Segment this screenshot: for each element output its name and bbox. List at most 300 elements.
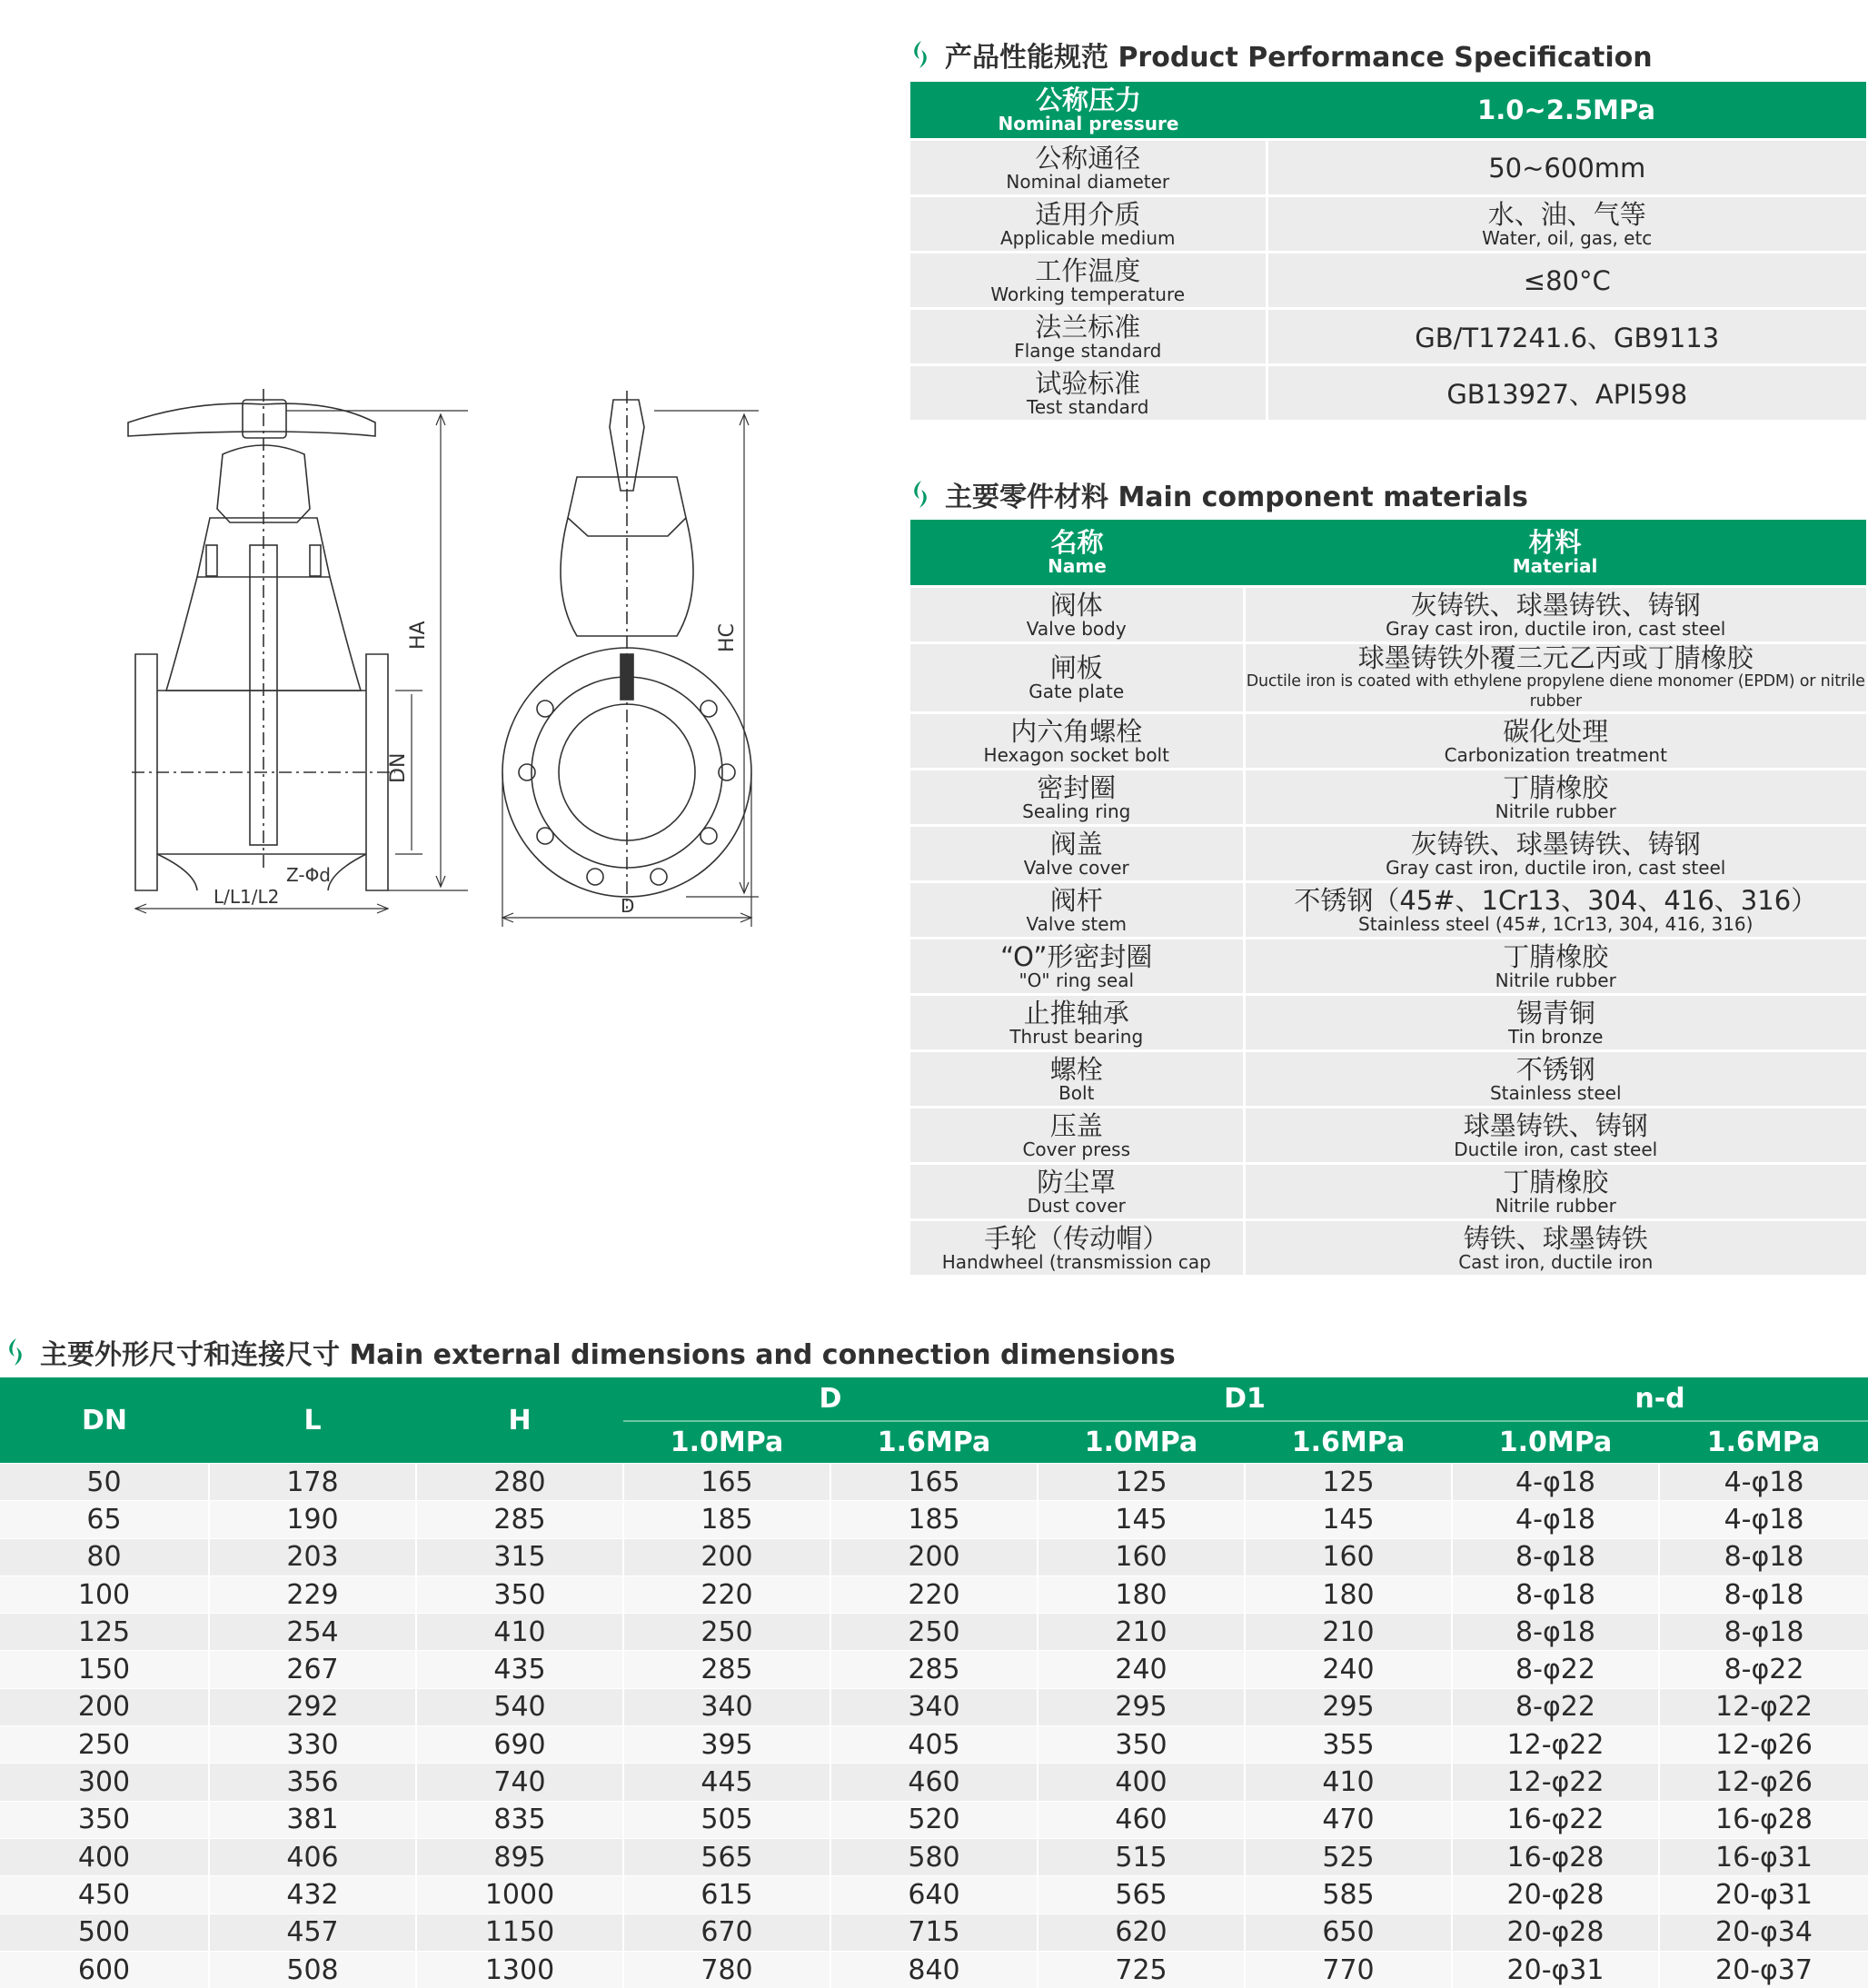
- material-zh: 碳化处理: [1246, 718, 1867, 745]
- cell-d-16mpa: 165: [830, 1464, 1038, 1501]
- spec-row: [910, 253, 1866, 309]
- cell-d1-16mpa: 180: [1245, 1575, 1452, 1613]
- cell-d1-1mpa: 725: [1038, 1951, 1245, 1988]
- leaf-icon: [909, 39, 932, 70]
- cell-d-16mpa: 185: [830, 1501, 1038, 1538]
- cell-nd-1mpa: 8-φ18: [1452, 1614, 1659, 1651]
- cell-l: 292: [209, 1688, 416, 1725]
- col-nd-1mpa: 1.0MPa: [1452, 1421, 1659, 1464]
- cell-l: 406: [209, 1838, 416, 1875]
- cell-d-16mpa: 520: [830, 1801, 1038, 1838]
- materials-header-row: [910, 520, 1866, 587]
- material-value-cell: [1244, 882, 1866, 939]
- part-name-en: Bolt: [910, 1083, 1243, 1103]
- part-name-zh: 阀杆: [910, 887, 1243, 914]
- material-en: Stainless steel: [1246, 1083, 1867, 1103]
- materials-row: [910, 643, 1866, 713]
- col-l: L: [209, 1377, 416, 1464]
- table-row: [0, 1913, 1868, 1951]
- spec-value-en: Water, oil, gas, etc: [1268, 228, 1867, 248]
- dimensions-header-row-1: [0, 1377, 1868, 1421]
- materials-row: [910, 995, 1866, 1051]
- material-zh: 灰铸铁、球墨铸铁、铸钢: [1246, 591, 1867, 619]
- front-view: [128, 389, 468, 913]
- cell-nd-16mpa: 4-φ18: [1659, 1464, 1868, 1501]
- cell-dn: 125: [0, 1614, 209, 1651]
- cell-l: 330: [209, 1726, 416, 1764]
- part-name-zh: 闸板: [910, 654, 1243, 681]
- cell-dn: 100: [0, 1575, 209, 1613]
- cell-nd-1mpa: 20-φ31: [1452, 1951, 1659, 1988]
- part-name-en: Handwheel (transmission cap: [910, 1252, 1243, 1272]
- cell-d-1mpa: 505: [623, 1801, 830, 1838]
- materials-table: [910, 520, 1866, 1275]
- cell-d1-1mpa: 125: [1038, 1464, 1245, 1501]
- part-name-zh: 内六角螺栓: [910, 718, 1243, 745]
- material-part-cell: [910, 1051, 1244, 1108]
- cell-d1-16mpa: 295: [1245, 1688, 1452, 1725]
- spec-section-title: [909, 35, 1653, 75]
- spec-table: [910, 82, 1866, 420]
- cell-nd-1mpa: 12-φ22: [1452, 1726, 1659, 1764]
- l-label: L/L1/L2: [214, 886, 279, 908]
- materials-header-name: [910, 520, 1244, 587]
- header-material-en: Material: [1244, 556, 1866, 576]
- cell-l: 457: [209, 1913, 416, 1951]
- material-zh: 丁腈橡胶: [1246, 943, 1867, 970]
- cell-d-1mpa: 395: [623, 1726, 830, 1764]
- spec-value-cell: [1267, 253, 1866, 309]
- cell-d-1mpa: 780: [623, 1951, 830, 1988]
- cell-d-16mpa: 405: [830, 1726, 1038, 1764]
- d-label: D: [621, 895, 634, 917]
- material-value-cell: [1244, 643, 1866, 713]
- materials-body: [910, 587, 1866, 1276]
- cell-d-16mpa: 285: [830, 1651, 1038, 1688]
- col-n-d: n-d: [1452, 1377, 1868, 1421]
- part-name-en: Dust cover: [910, 1196, 1243, 1216]
- materials-row: [910, 770, 1866, 826]
- material-en: Nitrile rubber: [1246, 970, 1867, 990]
- dimensions-body: [0, 1464, 1868, 1988]
- table-row: [0, 1575, 1868, 1613]
- material-zh: 丁腈橡胶: [1246, 774, 1867, 801]
- cell-nd-16mpa: 8-φ18: [1659, 1538, 1868, 1575]
- spec-label-zh: 法兰标准: [910, 313, 1266, 341]
- spec-value-cell: [1267, 365, 1866, 421]
- material-zh: 丁腈橡胶: [1246, 1168, 1867, 1196]
- spec-label-cell: [910, 140, 1267, 196]
- spec-row: [910, 196, 1866, 253]
- part-name-en: "O" ring seal: [910, 970, 1243, 990]
- cell-nd-16mpa: 12-φ26: [1659, 1726, 1868, 1764]
- cell-nd-1mpa: 4-φ18: [1452, 1501, 1659, 1538]
- spec-label-zh: 试验标准: [910, 370, 1266, 397]
- material-part-cell: [910, 713, 1244, 770]
- cell-d1-16mpa: 525: [1245, 1838, 1452, 1875]
- cell-d1-1mpa: 240: [1038, 1651, 1245, 1688]
- cell-dn: 600: [0, 1951, 209, 1988]
- leaf-icon: [4, 1337, 27, 1367]
- col-d1-1mpa: 1.0MPa: [1038, 1421, 1245, 1464]
- cell-d-16mpa: 250: [830, 1614, 1038, 1651]
- material-en: Tin bronze: [1246, 1027, 1867, 1047]
- cell-dn: 350: [0, 1801, 209, 1838]
- cell-nd-1mpa: 4-φ18: [1452, 1464, 1659, 1501]
- spec-header-en: Nominal pressure: [910, 114, 1267, 134]
- cell-nd-16mpa: 4-φ18: [1659, 1501, 1868, 1538]
- material-zh: 球墨铸铁外覆三元乙丙或丁腈橡胶: [1246, 644, 1867, 671]
- material-zh: 灰铸铁、球墨铸铁、铸钢: [1246, 830, 1867, 858]
- materials-row: [910, 713, 1866, 770]
- cell-h: 410: [416, 1614, 623, 1651]
- spec-label-cell: [910, 365, 1267, 421]
- part-name-en: Gate plate: [910, 681, 1243, 701]
- dimensions-table: [0, 1377, 1868, 1988]
- cell-nd-16mpa: 16-φ31: [1659, 1838, 1868, 1875]
- cell-d-1mpa: 565: [623, 1838, 830, 1875]
- cell-dn: 400: [0, 1838, 209, 1875]
- table-row: [0, 1838, 1868, 1875]
- material-part-cell: [910, 643, 1244, 713]
- material-zh: 不锈钢（45#、1Cr13、304、416、316）: [1246, 887, 1867, 914]
- cell-nd-1mpa: 20-φ28: [1452, 1876, 1659, 1913]
- spec-label-en: Test standard: [910, 397, 1266, 417]
- material-part-cell: [910, 826, 1244, 882]
- cell-h: 285: [416, 1501, 623, 1538]
- spec-header-row: [910, 82, 1866, 140]
- cell-d1-16mpa: 160: [1245, 1538, 1452, 1575]
- cell-d1-1mpa: 515: [1038, 1838, 1245, 1875]
- spec-value-zh: 水、油、气等: [1268, 201, 1867, 228]
- material-value-cell: [1244, 1051, 1866, 1108]
- spec-row: [910, 140, 1866, 196]
- cell-d-1mpa: 445: [623, 1764, 830, 1801]
- col-d-16mpa: 1.6MPa: [830, 1421, 1038, 1464]
- cell-d-1mpa: 165: [623, 1464, 830, 1501]
- cell-d-16mpa: 715: [830, 1913, 1038, 1951]
- spec-label-cell: [910, 253, 1267, 309]
- cell-d-1mpa: 670: [623, 1913, 830, 1951]
- header-material-zh: 材料: [1244, 529, 1866, 556]
- materials-title-text: 主要零件材料 Main component materials: [945, 474, 1528, 514]
- table-row: [0, 1501, 1868, 1538]
- cell-d1-16mpa: 770: [1245, 1951, 1452, 1988]
- part-name-en: Cover press: [910, 1139, 1243, 1159]
- part-name-zh: 阀盖: [910, 830, 1243, 858]
- cell-h: 1150: [416, 1913, 623, 1951]
- spec-header-value: 1.0~2.5MPa: [1477, 94, 1655, 125]
- cell-d1-1mpa: 295: [1038, 1688, 1245, 1725]
- cell-d1-16mpa: 585: [1245, 1876, 1452, 1913]
- cell-h: 1300: [416, 1951, 623, 1988]
- cell-nd-1mpa: 16-φ22: [1452, 1801, 1659, 1838]
- spec-row: [910, 309, 1866, 365]
- materials-header-material: [1244, 520, 1866, 587]
- material-part-cell: [910, 1164, 1244, 1220]
- z-phi-d-label: Z-Φd: [286, 864, 331, 886]
- header-name-zh: 名称: [910, 529, 1244, 556]
- spec-label-en: Nominal diameter: [910, 172, 1266, 192]
- spec-label-en: Working temperature: [910, 284, 1266, 304]
- cell-d-16mpa: 220: [830, 1575, 1038, 1613]
- cell-h: 280: [416, 1464, 623, 1501]
- cell-l: 267: [209, 1651, 416, 1688]
- cell-nd-16mpa: 8-φ18: [1659, 1614, 1868, 1651]
- cell-h: 315: [416, 1538, 623, 1575]
- cell-d-16mpa: 200: [830, 1538, 1038, 1575]
- cell-dn: 80: [0, 1538, 209, 1575]
- material-en: Stainless steel (45#, 1Cr13, 304, 416, 316): [1246, 914, 1867, 934]
- cell-d1-1mpa: 400: [1038, 1764, 1245, 1801]
- part-name-zh: 防尘罩: [910, 1168, 1243, 1196]
- cell-l: 432: [209, 1876, 416, 1913]
- cell-dn: 450: [0, 1876, 209, 1913]
- spec-value-cell: [1267, 309, 1866, 365]
- cell-l: 229: [209, 1575, 416, 1613]
- material-zh: 锡青铜: [1246, 999, 1867, 1027]
- table-row: [0, 1801, 1868, 1838]
- part-name-zh: 手轮（传动帽）: [910, 1225, 1243, 1252]
- material-en: Nitrile rubber: [1246, 1196, 1867, 1216]
- spec-label-zh: 适用介质: [910, 201, 1266, 228]
- table-row: [0, 1876, 1868, 1913]
- cell-d1-1mpa: 565: [1038, 1876, 1245, 1913]
- spec-header-value-cell: [1267, 82, 1866, 140]
- cell-l: 381: [209, 1801, 416, 1838]
- material-value-cell: [1244, 995, 1866, 1051]
- material-en: Gray cast iron, ductile iron, cast steel: [1246, 858, 1867, 878]
- materials-section-title: [909, 474, 1528, 514]
- cell-d1-1mpa: 145: [1038, 1501, 1245, 1538]
- dn-label: DN: [387, 753, 410, 783]
- cell-l: 356: [209, 1764, 416, 1801]
- cell-d1-16mpa: 125: [1245, 1464, 1452, 1501]
- table-row: [0, 1764, 1868, 1801]
- material-value-cell: [1244, 826, 1866, 882]
- dimensions-title-text: 主要外形尺寸和连接尺寸 Main external dimensions and connection dimensions: [40, 1332, 1176, 1372]
- material-zh: 铸铁、球墨铸铁: [1246, 1225, 1867, 1252]
- materials-row: [910, 1108, 1866, 1164]
- cell-dn: 65: [0, 1501, 209, 1538]
- material-value-cell: [1244, 939, 1866, 995]
- cell-d-1mpa: 185: [623, 1501, 830, 1538]
- cell-d1-16mpa: 470: [1245, 1801, 1452, 1838]
- col-d: D: [623, 1377, 1038, 1421]
- spec-label-cell: [910, 196, 1267, 253]
- cell-dn: 250: [0, 1726, 209, 1764]
- cell-d1-16mpa: 650: [1245, 1913, 1452, 1951]
- part-name-en: Valve cover: [910, 858, 1243, 878]
- material-part-cell: [910, 1220, 1244, 1276]
- cell-l: 508: [209, 1951, 416, 1988]
- cell-d1-16mpa: 240: [1245, 1651, 1452, 1688]
- col-h: H: [416, 1377, 623, 1464]
- table-row: [0, 1464, 1868, 1501]
- cell-nd-1mpa: 12-φ22: [1452, 1764, 1659, 1801]
- spec-row: [910, 365, 1866, 421]
- col-nd-16mpa: 1.6MPa: [1659, 1421, 1868, 1464]
- material-value-cell: [1244, 770, 1866, 826]
- cell-h: 895: [416, 1838, 623, 1875]
- cell-d1-16mpa: 145: [1245, 1501, 1452, 1538]
- cell-h: 1000: [416, 1876, 623, 1913]
- spec-value: GB/T17241.6、GB9113: [1415, 323, 1719, 353]
- materials-row: [910, 587, 1866, 643]
- part-name-zh: 压盖: [910, 1112, 1243, 1139]
- cell-h: 835: [416, 1801, 623, 1838]
- cell-d1-1mpa: 460: [1038, 1801, 1245, 1838]
- cell-nd-16mpa: 20-φ34: [1659, 1913, 1868, 1951]
- cell-h: 350: [416, 1575, 623, 1613]
- part-name-en: Thrust bearing: [910, 1027, 1243, 1047]
- cell-nd-16mpa: 16-φ28: [1659, 1801, 1868, 1838]
- cell-nd-16mpa: 20-φ31: [1659, 1876, 1868, 1913]
- table-row: [0, 1538, 1868, 1575]
- spec-value-cell: [1267, 196, 1866, 253]
- materials-row: [910, 1220, 1866, 1276]
- materials-row: [910, 1051, 1866, 1108]
- material-en: Ductile iron is coated with ethylene propylene diene monomer (EPDM) or nitrile rubber: [1246, 671, 1867, 711]
- cell-h: 690: [416, 1726, 623, 1764]
- ha-label: HA: [407, 621, 430, 650]
- cell-d1-16mpa: 410: [1245, 1764, 1452, 1801]
- part-name-en: Sealing ring: [910, 801, 1243, 821]
- material-en: Cast iron, ductile iron: [1246, 1252, 1867, 1272]
- part-name-zh: 螺栓: [910, 1056, 1243, 1083]
- cell-l: 254: [209, 1614, 416, 1651]
- cell-nd-1mpa: 20-φ28: [1452, 1913, 1659, 1951]
- part-name-zh: 密封圈: [910, 774, 1243, 801]
- table-row: [0, 1726, 1868, 1764]
- material-zh: 球墨铸铁、铸钢: [1246, 1112, 1867, 1139]
- spec-header-label: [910, 82, 1267, 140]
- dimensions-section-title: [4, 1332, 1176, 1372]
- spec-label-en: Flange standard: [910, 341, 1266, 361]
- spec-label-zh: 工作温度: [910, 257, 1266, 284]
- materials-row: [910, 939, 1866, 995]
- part-name-zh: “O”形密封圈: [910, 943, 1243, 970]
- spec-value: GB13927、API598: [1446, 379, 1687, 410]
- table-row: [0, 1688, 1868, 1725]
- cell-dn: 150: [0, 1651, 209, 1688]
- material-part-cell: [910, 1108, 1244, 1164]
- materials-row: [910, 1164, 1866, 1220]
- cell-h: 540: [416, 1688, 623, 1725]
- material-part-cell: [910, 587, 1244, 643]
- cell-l: 178: [209, 1464, 416, 1501]
- table-row: [0, 1614, 1868, 1651]
- material-value-cell: [1244, 1220, 1866, 1276]
- material-en: Nitrile rubber: [1246, 801, 1867, 821]
- cell-nd-16mpa: 8-φ22: [1659, 1651, 1868, 1688]
- part-name-zh: 止推轴承: [910, 999, 1243, 1027]
- cell-nd-1mpa: 8-φ18: [1452, 1538, 1659, 1575]
- spec-value-cell: [1267, 140, 1866, 196]
- cell-nd-1mpa: 8-φ22: [1452, 1651, 1659, 1688]
- cell-d-16mpa: 640: [830, 1876, 1038, 1913]
- materials-row: [910, 826, 1866, 882]
- col-dn: DN: [0, 1377, 209, 1464]
- cell-d-1mpa: 615: [623, 1876, 830, 1913]
- spec-value: ≤80°C: [1524, 265, 1611, 296]
- material-value-cell: [1244, 1108, 1866, 1164]
- spec-label-cell: [910, 309, 1267, 365]
- part-name-en: Valve body: [910, 619, 1243, 639]
- cell-l: 203: [209, 1538, 416, 1575]
- spec-title-text: 产品性能规范 Product Performance Specification: [945, 35, 1653, 75]
- spec-label-en: Applicable medium: [910, 228, 1266, 248]
- cell-dn: 500: [0, 1913, 209, 1951]
- material-part-cell: [910, 995, 1244, 1051]
- cell-dn: 50: [0, 1464, 209, 1501]
- cell-h: 435: [416, 1651, 623, 1688]
- material-en: Ductile iron, cast steel: [1246, 1139, 1867, 1159]
- hc-label: HC: [716, 623, 739, 652]
- col-d-1mpa: 1.0MPa: [623, 1421, 830, 1464]
- part-name-en: Valve stem: [910, 914, 1243, 934]
- part-name-zh: 阀体: [910, 591, 1243, 619]
- leaf-icon: [909, 479, 932, 510]
- cell-d1-1mpa: 210: [1038, 1614, 1245, 1651]
- cell-d-1mpa: 250: [623, 1614, 830, 1651]
- header-name-en: Name: [910, 556, 1244, 576]
- cell-nd-16mpa: 20-φ37: [1659, 1951, 1868, 1988]
- material-en: Gray cast iron, ductile iron, cast steel: [1246, 619, 1867, 639]
- col-d1: D1: [1038, 1377, 1452, 1421]
- material-en: Carbonization treatment: [1246, 745, 1867, 765]
- materials-row: [910, 882, 1866, 939]
- spec-header-zh: 公称压力: [910, 86, 1267, 114]
- material-zh: 不锈钢: [1246, 1056, 1867, 1083]
- cell-d1-1mpa: 350: [1038, 1726, 1245, 1764]
- material-value-cell: [1244, 1164, 1866, 1220]
- cell-nd-1mpa: 8-φ18: [1452, 1575, 1659, 1613]
- cell-d-16mpa: 580: [830, 1838, 1038, 1875]
- cell-nd-1mpa: 8-φ22: [1452, 1688, 1659, 1725]
- cell-d-1mpa: 220: [623, 1575, 830, 1613]
- cell-nd-16mpa: 12-φ22: [1659, 1688, 1868, 1725]
- material-value-cell: [1244, 713, 1866, 770]
- cell-dn: 200: [0, 1688, 209, 1725]
- cell-d1-1mpa: 620: [1038, 1913, 1245, 1951]
- cell-d-16mpa: 340: [830, 1688, 1038, 1725]
- cell-d-16mpa: 460: [830, 1764, 1038, 1801]
- cell-d-1mpa: 340: [623, 1688, 830, 1725]
- cell-d-16mpa: 840: [830, 1951, 1038, 1988]
- cell-d-1mpa: 200: [623, 1538, 830, 1575]
- spec-value: 50~600mm: [1488, 153, 1645, 184]
- material-part-cell: [910, 939, 1244, 995]
- cell-nd-16mpa: 8-φ18: [1659, 1575, 1868, 1613]
- cell-h: 740: [416, 1764, 623, 1801]
- cell-d1-1mpa: 160: [1038, 1538, 1245, 1575]
- cell-l: 190: [209, 1501, 416, 1538]
- table-row: [0, 1951, 1868, 1988]
- table-row: [0, 1651, 1868, 1688]
- valve-technical-drawing: [123, 382, 795, 927]
- part-name-en: Hexagon socket bolt: [910, 745, 1243, 765]
- material-part-cell: [910, 882, 1244, 939]
- cell-d-1mpa: 285: [623, 1651, 830, 1688]
- cell-nd-16mpa: 12-φ26: [1659, 1764, 1868, 1801]
- cell-d1-1mpa: 180: [1038, 1575, 1245, 1613]
- cell-nd-1mpa: 16-φ28: [1452, 1838, 1659, 1875]
- cell-dn: 300: [0, 1764, 209, 1801]
- material-value-cell: [1244, 587, 1866, 643]
- col-d1-16mpa: 1.6MPa: [1245, 1421, 1452, 1464]
- cell-d1-16mpa: 210: [1245, 1614, 1452, 1651]
